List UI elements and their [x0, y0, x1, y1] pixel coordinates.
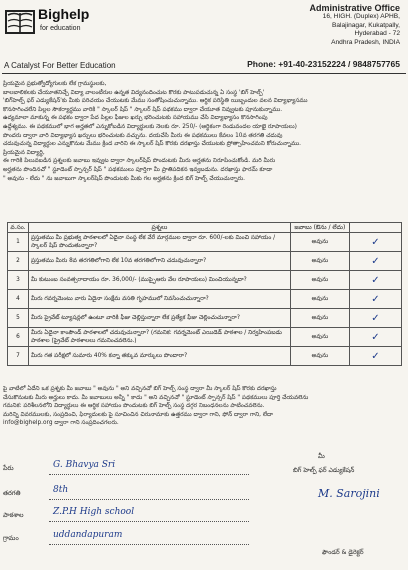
row-no: 1 — [8, 233, 29, 252]
footer-line: చేసుకొనుటకు మీరు అర్హులు కాదు. మీ జవాబులు అన్నీ " కాదు " అని వచ్చినచో " స్టూడెంట్ స్పాన్సర్ షిప్ " పథకములు పూర్తి చేయవలెను — [3, 394, 309, 401]
intro-line: 'బిగ్‌హెల్ప్ ఫర్ ఎడ్యుకేషన్'కు మీకు పరిచయం చేయుటకు మేము సంతోషించుచున్నాము. ఆర్థిక పరిస్థితి యిబ్బందుల వలన విద్యాభ్యాసము — [3, 98, 308, 105]
address-line: Balajinagar, Kukatpally, — [331, 21, 400, 29]
footer-line: గమనిక: పరిశీలనలోని విద్యార్థులు ఈ ఆర్థిక సహాయం పొందుటకు బిగ్ హెల్ప్ సంస్థ దగ్గర నిబంధనలను పాటించవలెను. — [3, 403, 265, 410]
eligibility-table — [7, 222, 402, 366]
school-value: Z.P.H High school — [53, 507, 135, 517]
col-header-answer: జవాబు (ఔను / లేదు) — [290, 223, 349, 233]
table-row — [8, 290, 402, 309]
row-no: 3 — [8, 271, 29, 290]
intro-line: చదువుచున్న విద్యార్థుల ఎన్నుకొనుట మేము క్రింద వారిని ఈ స్కాలర్ షిప్ కొరకు దరఖాస్తు చేయుటకు ప్రోత్సాహించమని కోరుచున్నాము. — [3, 141, 301, 148]
intro-line: ప్రియమైన ప్రభుత్వోద్యోగులకు లేక గ్రామస్థులకు, — [3, 81, 107, 87]
col-header-mark — [349, 223, 401, 233]
row-question: మీరు ఏదైనా కాంపౌండ్ పాఠశాలలో చదువుచున్నారా? (గమనిక: గవర్నమెంట్ ఎయిడెడ్ పాఠశాల / నిర్వహింపబడు పాఠశాల (ప్రైవేట్ పాఠశాలలు గమనించవలెను.) — [28, 328, 290, 347]
row-question: మీరు గవర్నమెంటు వారు ఏదైనా సంక్షేమ వసతి గృహములో నివసించుచున్నారా? — [28, 290, 290, 309]
table-row — [8, 271, 402, 290]
row-answer: అవును — [290, 347, 349, 366]
fill-line — [49, 544, 249, 545]
row-question: మీ కుటుంబ సంవత్సరాదాయం రూ. 36,000/- (ముప్ఫైఆరు వేల రూపాయలు) మించియున్నదా? — [28, 271, 290, 290]
intro-line: అర్హతను పొందినచో " స్టూడెంట్ స్పాన్సర్ షిప్ " పథకములు పూర్తిగా మీ ప్రాతిపదికన ఇవ్వబడును. దరఖాస్తు ఫారమ్ కూడా — [3, 166, 273, 173]
row-answer: అవును — [290, 309, 349, 328]
tick-mark-icon: ✓ — [349, 290, 401, 309]
footer-line: info@bighelp.org ద్వారా గాని సంప్రదించగలరు. — [3, 420, 119, 427]
row-answer: అవును — [290, 290, 349, 309]
row-no: 2 — [8, 252, 29, 271]
table-row — [8, 309, 402, 328]
letterhead — [0, 0, 408, 75]
school-label: పాఠశాల — [3, 511, 24, 519]
tagline: A Catalyst For Better Education — [4, 61, 116, 70]
village-label: గ్రామం — [3, 534, 19, 542]
intro-line: పొందరు ద్వారా వారి విద్యాభ్యాస ఖర్చులు భరించుటకు వచ్చును. దయచేసి మీరు ఈ పథకములు కేవలం 10వ తరగతి చదువు — [3, 132, 283, 139]
name-label: పేరు — [3, 464, 14, 472]
signature-role: ఫౌండర్ & డైరెక్టర్ — [322, 549, 364, 556]
row-question: ప్రస్తుతము మీరు 8వ తరగతిలోగాని లేక 10వ తరగతిలోగాని చదువుచున్నారా? — [28, 252, 290, 271]
table-row — [8, 252, 402, 271]
footer-text — [3, 385, 405, 428]
tick-mark-icon: ✓ — [349, 347, 401, 366]
brand-name: Bighelp — [38, 6, 90, 22]
name-value: G. Bhavya Sri — [53, 460, 116, 470]
village-field — [3, 530, 263, 550]
row-answer: అవును — [290, 233, 349, 252]
intro-line: బాలబాలికలకు చేయూతనిచ్చే విద్యా వాలంటీరుల ఉన్నత విద్యనందించుట కొరకు పాటుపడుచున్న ఏ సంస్థ 'బిగ్ హెల్ప్' — [3, 89, 265, 96]
footer-line: పై వాటిలో ఏదేని ఒక ప్రశ్నకు మీ జవాబు " అవును " అని వచ్చినచో బిగ్ హెల్ప్ సంస్థ ద్వారా మీ స్కాలర్ షిప్ కొరకు దరఖాస్తు — [3, 386, 277, 392]
address-line: Hyderabad - 72 — [354, 30, 400, 38]
fill-line — [49, 499, 249, 500]
intro-line: ఈ గారికి పిలువబడిన ప్రశ్నలకు జవాబు ఇవ్వుట ద్వారా స్కాలర్‌షిప్ పొందుటకు మీరు అర్హతను నిరూపించుకోండి. మరి మీరు — [3, 158, 276, 165]
fill-line — [49, 521, 249, 522]
table-row — [8, 347, 402, 366]
signature-name: M. Sarojini — [318, 487, 380, 500]
tick-mark-icon: ✓ — [349, 252, 401, 271]
row-no: 4 — [8, 290, 29, 309]
tick-mark-icon: ✓ — [349, 271, 401, 290]
signature-organization: బిగ్ హెల్ప్ ఫర్ ఎడ్యుకేషన్ — [293, 467, 355, 474]
row-no: 7 — [8, 347, 29, 366]
col-header-no: వ.సం. — [8, 223, 29, 233]
intro-line: ఉద్దేశ్యము. ఈ పథకములో భాగ అర్హతలో ఎన్నుకోబడిన విద్యార్థులకు నెలకు రూ. 250/- (ఆర్థికంగా రెండువందల యాభై రూపాయలు) — [3, 123, 297, 130]
row-question: మీరు గత పరీక్షలో సుమారు 40% కన్నా తక్కువ మార్కులు పొందారా? — [28, 347, 290, 366]
signature-salutation: మీ — [318, 452, 325, 460]
intro-text — [3, 80, 405, 183]
brand-subtitle: for education — [40, 25, 81, 32]
intro-line: ప్రియమైన విద్యార్థి, — [3, 149, 45, 156]
address-line: Andhra Pradesh, INDIA — [331, 38, 400, 46]
intro-line: " అవును - లేదు " ను జవాబుగా స్కాలర్‌షిప్ పొందుటకు మీకు గల అర్హతను క్రింద బిగ్ హెల్ప్ చేయుచున్నారు. — [3, 175, 245, 182]
row-no: 6 — [8, 328, 29, 347]
row-answer: అవును — [290, 328, 349, 347]
footer-line: మరిన్ని వివరములకు, సంప్రదించి, ఫిర్యాదులకు పై సూచించిన చిరునామాకు ఉత్తరము ద్వారా గాని, ఫోన్ ద్వారా గాని, లేదా — [3, 411, 274, 418]
intro-line: ఉద్యమాలా మాకున్న ఈ పథకం ద్వారా పేద పిల్లల ఫీజుల ఖర్చు భరించుటకు సహాయము చేసి విద్యాభ్యాసం కొనసాగింపు — [3, 115, 268, 122]
class-field — [3, 485, 263, 505]
office-address — [230, 3, 400, 47]
phone-number: Phone: +91-40-23152224 / 9848757765 — [247, 59, 400, 69]
book-logo-icon — [4, 5, 36, 41]
table-row — [8, 328, 402, 347]
row-answer: అవును — [290, 271, 349, 290]
row-no: 5 — [8, 309, 29, 328]
office-title: Administrative Office — [309, 3, 400, 13]
fill-line — [49, 474, 249, 475]
class-value: 8th — [53, 485, 69, 495]
header-divider — [2, 73, 406, 74]
row-question: మీరు ప్రైవేట్ ట్యూషన్లలో ఉంటూ వారికి ఫీజు చెల్లిస్తున్నారా లేక ప్రత్యేక ఫీజు చెల్లించుచున్నారా? — [28, 309, 290, 328]
row-answer: అవును — [290, 252, 349, 271]
village-value: uddandapuram — [53, 530, 123, 540]
tick-mark-icon: ✓ — [349, 233, 401, 252]
class-label: తరగతి — [3, 489, 21, 497]
table-row — [8, 233, 402, 252]
name-field — [3, 460, 263, 480]
address-line: 16, HIGH. (Duplex) APHB, — [322, 13, 400, 20]
school-field — [3, 507, 263, 527]
tick-mark-icon: ✓ — [349, 328, 401, 347]
col-header-question: ప్రశ్నలు — [28, 223, 290, 233]
intro-line: కొనసాగించలేని పిల్లల సౌకర్యార్థము వారికి " స్కాలర్ షిప్ " స్కాలర్ షిప్ పథకము ద్వారా చేయూత నివ్వుటకు పూనుకున్నాము. — [3, 106, 283, 113]
row-question: ప్రస్తుతము మీ ప్రభుత్వ పాఠశాలలో ఏదైనా సంస్థ లేక వేరే మార్గముల ద్వారా రూ. 600/-లకు మించి సహాయం / స్కాలర్ షిప్ పొందుతున్నారా? — [28, 233, 290, 252]
tick-mark-icon: ✓ — [349, 309, 401, 328]
table-header-row — [8, 223, 402, 233]
